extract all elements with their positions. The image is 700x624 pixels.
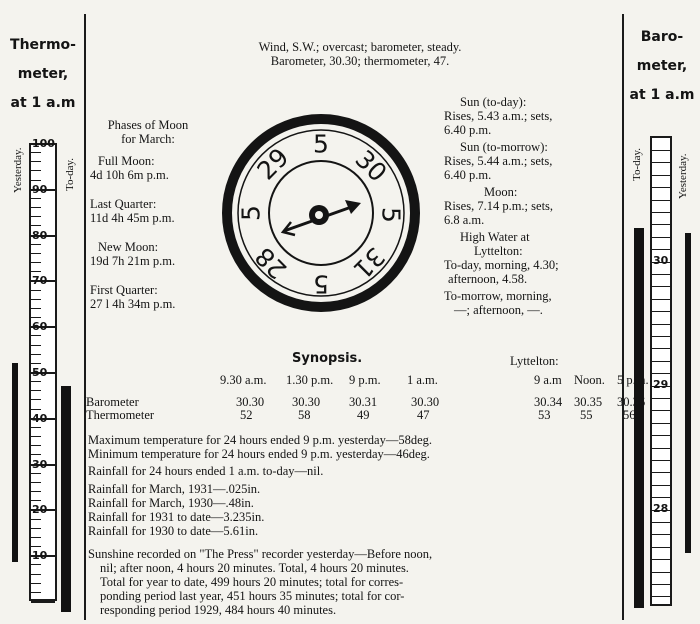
barometer-tick — [652, 559, 670, 560]
max-temperature: Maximum temperature for 24 hours ended 9 p.m. yesterday—58deg. — [88, 433, 433, 447]
barometer-tick — [652, 534, 670, 535]
barometer-tick — [652, 299, 670, 300]
thermometer-tick — [31, 161, 41, 162]
barometer-tick — [652, 162, 670, 163]
thermometer-tick — [31, 491, 41, 492]
thermometer-tick — [31, 574, 41, 575]
dial-number-top: 5 — [313, 129, 329, 159]
thermometer-tick — [31, 253, 41, 254]
sun-moon-line: —; afternoon, —. — [454, 303, 543, 317]
thermometer-tick — [31, 152, 41, 153]
first-quarter-label: First Quarter: — [90, 283, 158, 297]
barometer-label-29: 29 — [653, 378, 669, 391]
dial-number-upper-left: 29 — [251, 142, 295, 186]
dial-number-right: 5 — [376, 207, 406, 223]
last-quarter-value: 11d 4h 45m p.m. — [90, 211, 175, 225]
dial-number-left: 5 — [236, 205, 266, 221]
barometer-tick — [652, 423, 670, 424]
table-row: Thermometer 52 58 49 47 53 55 56 — [86, 408, 636, 422]
thermometer-label: 60 — [32, 320, 48, 334]
full-moon-value: 4d 10h 6m p.m. — [90, 168, 169, 182]
last-quarter-label: Last Quarter: — [90, 197, 157, 211]
thermometer-label: 50 — [32, 366, 48, 379]
dial-number-upper-right: 30 — [349, 144, 393, 188]
thermometer-yesterday-bar — [12, 363, 18, 562]
thermometer-tick — [31, 345, 41, 346]
barometer-tick — [652, 286, 670, 287]
new-moon-label: New Moon: — [98, 240, 159, 254]
thermometer-tick — [31, 317, 41, 318]
barometer-yesterday-bar — [685, 233, 691, 553]
first-quarter-value: 27 l 4h 34m p.m. — [90, 297, 176, 311]
moon-dial — [221, 111, 421, 316]
barometer-scale — [650, 136, 672, 606]
thermometer-tick — [31, 308, 41, 309]
barometer-today-label: To-day. — [631, 147, 643, 181]
sun-moon-line: 6.8 a.m. — [444, 213, 485, 227]
thermometer-label: 80 — [32, 228, 48, 242]
thermometer-tick — [31, 271, 41, 272]
barometer-tick — [652, 175, 670, 176]
thermometer-label: 30 — [32, 457, 48, 471]
thermometer-tick — [31, 216, 41, 217]
forecast-line-1: Wind, S.W.; overcast; barometer, steady. — [258, 40, 462, 54]
barometer-tick — [652, 460, 670, 461]
thermometer-tick — [31, 198, 41, 199]
col-930am: 9.30 a.m. — [220, 373, 267, 387]
thermometer-today-bar — [61, 386, 71, 612]
barometer-tick — [652, 497, 670, 498]
thermometer-tick — [31, 207, 41, 208]
thermometer-tick — [31, 500, 41, 501]
synopsis-title: Synopsis. — [292, 351, 363, 366]
barometer-tick — [652, 584, 670, 585]
thermometer-tick — [31, 354, 41, 355]
thermometer-tick — [31, 381, 41, 382]
barometer-label-28: 28 — [653, 502, 669, 515]
barometer-tick — [652, 274, 670, 275]
thermometer-tick — [31, 180, 41, 181]
thermometer-tick — [31, 546, 41, 547]
thermometer-tick — [31, 363, 41, 364]
thermometer-tick — [31, 564, 41, 565]
barometer-tick — [652, 596, 670, 597]
col-1am: 1 a.m. — [407, 373, 438, 387]
thermometer-tick — [31, 601, 55, 603]
thermometer-tick — [31, 409, 41, 410]
table-row: Barometer 30.30 30.30 30.31 30.30 30.34 30.35 30.36 — [86, 394, 646, 409]
thermometer-tick — [31, 436, 41, 437]
barometer-tick — [652, 522, 670, 523]
dial-number-lower-right: 31 — [347, 241, 391, 285]
thermometer-label: 40 — [32, 411, 48, 425]
rainfall-records — [88, 464, 323, 538]
sun-moon-line: To-morrow, morning, — [444, 289, 552, 303]
barometer-yesterday-label: Yesterday. — [677, 153, 689, 199]
thermometer-tick — [31, 390, 41, 391]
moon-phases: Phases of Moon for March: Full Moon: 4d 10h 6m p.m. Last Quarter: 11d 4h 45m p.m. New Moon: 19d 7h 21m p.m. First Quarter: 27 l 4h 34m p.m. — [90, 118, 210, 311]
sun-moon-line: Sun (to-morrow): — [460, 140, 548, 154]
rainfall-1931-to-date: Rainfall for 1931 to date—3.235in. — [88, 510, 265, 524]
sun-moon-line: Sun (to-day): — [460, 95, 527, 109]
thermometer-tick — [31, 335, 41, 336]
barometer-label-30: 30 — [653, 254, 669, 267]
col-lyt-noon: Noon. — [574, 373, 605, 387]
rainfall-24h: Rainfall for 24 hours ended 1 a.m. to-day—nil. — [88, 464, 324, 478]
synopsis-header-row — [86, 374, 649, 388]
barometer-tick — [652, 361, 670, 362]
barometer-tick — [652, 472, 670, 473]
thermometer-tick — [31, 583, 41, 584]
rainfall-1930-to-date: Rainfall for 1930 to date—5.61in. — [88, 524, 259, 538]
sun-moon-line: Rises, 7.14 p.m.; sets, — [444, 199, 554, 213]
thermometer-tick — [31, 454, 41, 455]
barometer-tick — [652, 547, 670, 548]
thermometer-title: Thermo- meter, at 1 a.m — [10, 37, 76, 111]
sunshine-record: Sunshine recorded on "The Press" recorder yesterday—Before noon, nil; after noon, 4 hours 20 minutes. Total, 4 hours 20 minutes. Total for year to date, 499 hours 20 minutes; total for corres- ponding period last year, 451 hours 35 minutes; total for cor- responding period 1929, 484 hours 40 minutes. — [88, 547, 433, 617]
thermometer-label: 90 — [32, 182, 48, 196]
full-moon-label: Full Moon: — [98, 154, 155, 168]
thermometer-tick — [31, 482, 41, 483]
barometer-tick — [652, 373, 670, 374]
barometer-tick — [652, 311, 670, 312]
sun-moon-line: Rises, 5.43 a.m.; sets, — [444, 109, 553, 123]
thermometer-label: 10 — [32, 549, 48, 563]
barometer-tick — [652, 200, 670, 201]
thermometer-yesterday-label: Yesterday. — [12, 147, 24, 193]
thermometer-tick — [31, 225, 41, 226]
synopsis-table — [86, 374, 649, 423]
thermometer-tick — [31, 528, 41, 529]
sun-moon-line: Lyttelton: — [474, 244, 523, 258]
thermometer-label: 20 — [32, 503, 48, 517]
barometer-tick — [652, 572, 670, 573]
barometer-tick — [652, 435, 670, 436]
forecast-line-2: Barometer, 30.30; thermometer, 47. — [270, 54, 450, 68]
moon-phases-heading: Phases of Moon — [107, 118, 189, 132]
thermometer-tick — [31, 537, 41, 538]
thermometer-tick — [31, 299, 41, 300]
thermometer-tick — [31, 399, 41, 400]
col-130pm: 1.30 p.m. — [286, 373, 334, 387]
barometer-tick — [652, 150, 670, 151]
col-lyt-5pm: 5 p.m. — [617, 373, 649, 387]
thermometer-tick — [31, 290, 41, 291]
thermometer-today-label: To-day. — [64, 157, 76, 191]
min-temperature: Minimum temperature for 24 hours ended 9 p.m. yesterday—46deg. — [88, 447, 430, 461]
thermometer-label: 100 — [32, 137, 55, 150]
left-column-rule — [84, 14, 86, 620]
barometer-tick — [652, 212, 670, 213]
thermometer-tick — [31, 170, 41, 171]
barometer-tick — [652, 348, 670, 349]
sun-moon-line: To-day, morning, 4.30; — [444, 258, 559, 272]
sun-moon-line: 6.40 p.m. — [444, 123, 492, 137]
col-lyt-9am: 9 a.m — [534, 373, 562, 387]
sun-moon-line: Moon: — [484, 185, 518, 199]
rainfall-march-1930: Rainfall for March, 1930—.48in. — [88, 496, 254, 510]
barometer-title: Baro- meter, at 1 a.m — [629, 29, 695, 103]
thermometer-tick — [31, 519, 41, 520]
thermometer-tick — [31, 445, 41, 446]
thermometer-tick — [31, 244, 41, 245]
barometer-tick — [652, 336, 670, 337]
sun-moon-line: Rises, 5.44 a.m.; sets, — [444, 154, 553, 168]
barometer-tick — [652, 324, 670, 325]
rainfall-march-1931: Rainfall for March, 1931—.025in. — [88, 482, 261, 496]
barometer-tick — [652, 237, 670, 238]
col-9pm: 9 p.m. — [349, 373, 381, 387]
barometer-tick — [652, 398, 670, 399]
forecast — [160, 40, 560, 68]
barometer-tick — [652, 224, 670, 225]
thermometer-label: 70 — [32, 274, 48, 288]
temperature-records — [88, 433, 432, 461]
new-moon-value: 19d 7h 21m p.m. — [90, 254, 176, 268]
thermometer-tick — [31, 262, 41, 263]
sun-moon-line: High Water at — [460, 230, 530, 244]
dial-number-lower-left: 28 — [249, 241, 293, 285]
dial-number-bottom: 5 — [313, 269, 329, 299]
barometer-tick — [652, 187, 670, 188]
sun-moon-line: afternoon, 4.58. — [448, 272, 528, 286]
sun-moon-tides — [444, 95, 620, 317]
thermometer-tick — [31, 592, 41, 593]
barometer-tick — [652, 249, 670, 250]
barometer-tick — [652, 448, 670, 449]
barometer-tick — [652, 485, 670, 486]
thermometer-tick — [31, 427, 41, 428]
lyttelton-label: Lyttelton: — [510, 354, 559, 368]
sun-moon-line: 6.40 p.m. — [444, 168, 492, 182]
barometer-tick — [652, 410, 670, 411]
thermometer-tick — [31, 473, 41, 474]
